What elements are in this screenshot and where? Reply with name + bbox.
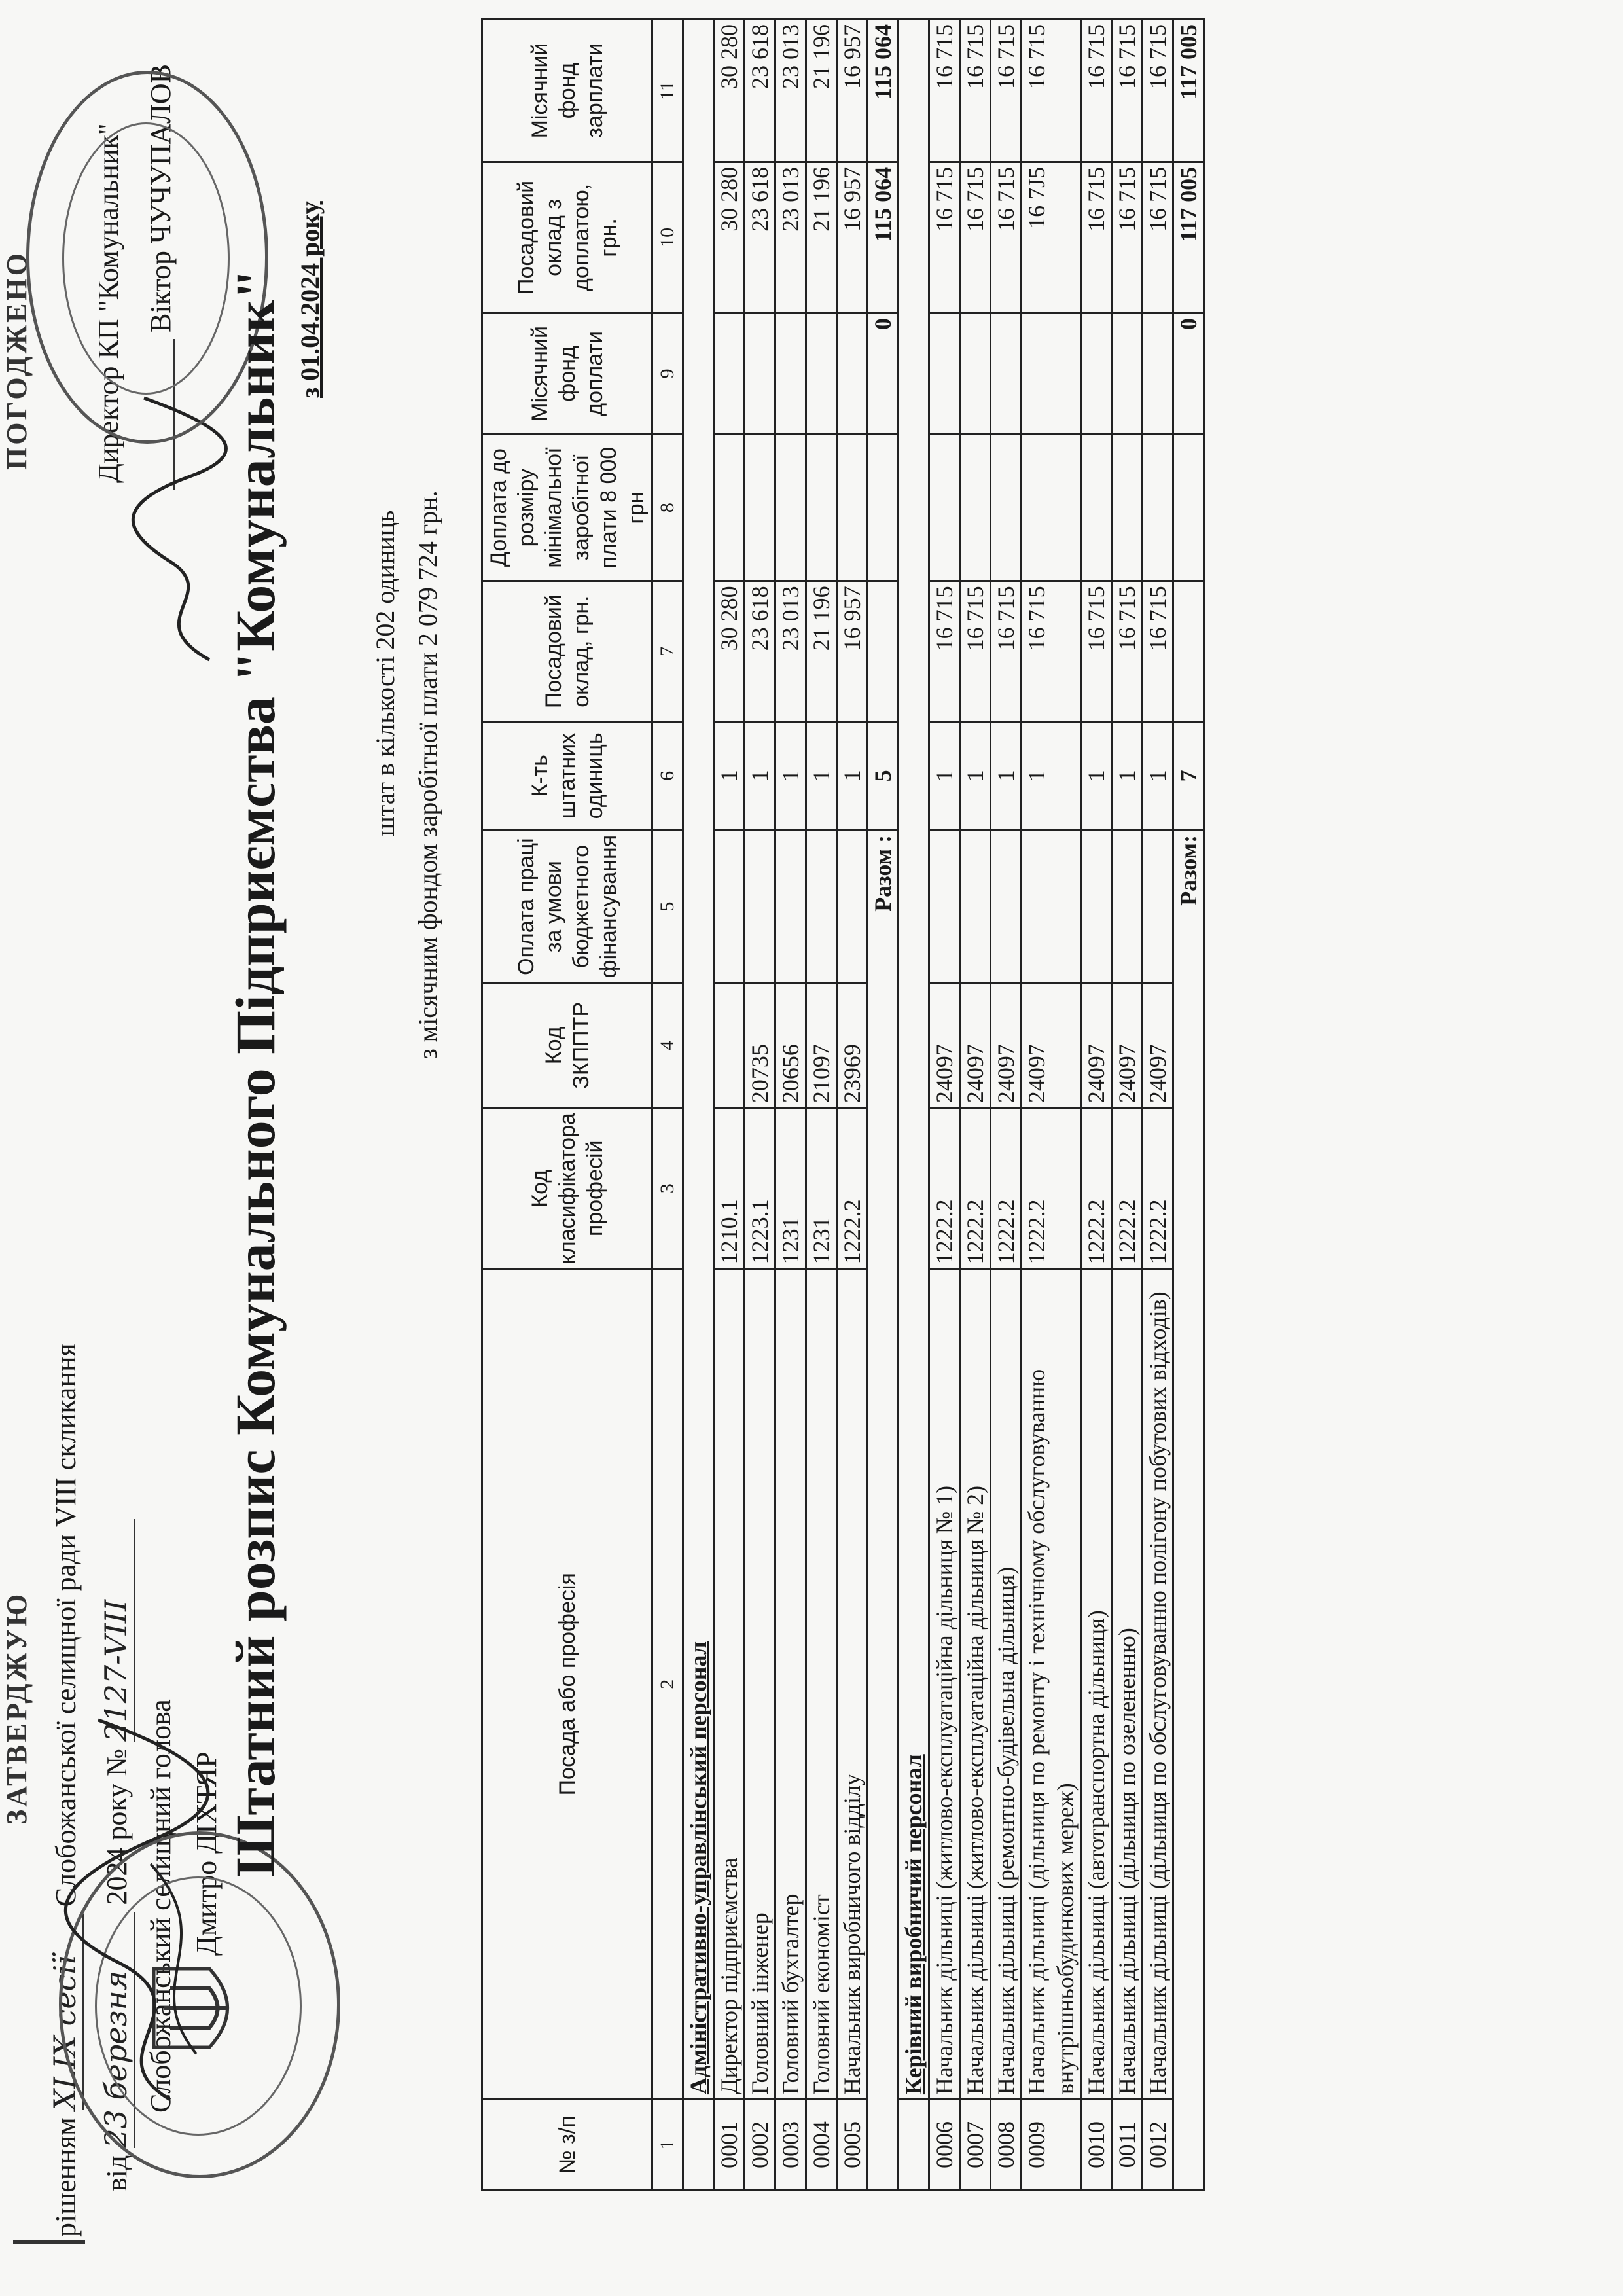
classifier-code: 1222.2 (1112, 1108, 1143, 1269)
budget-cell (960, 830, 991, 983)
classifier-code: 1222.2 (991, 1108, 1022, 1269)
salary: 23 013 (776, 581, 806, 722)
monthly-fund: 16 715 (991, 20, 1022, 162)
staff-units: 1 (745, 721, 776, 830)
salary: 16 957 (837, 581, 868, 722)
classifier-code: 1231 (776, 1108, 806, 1269)
total-empty (868, 581, 899, 722)
header-cell: Місячний фонд доплати (482, 313, 652, 434)
header-cell: Доплата до розміру мінімальної заробітної плати 8 000 грн (482, 434, 652, 581)
salary: 16 715 (960, 581, 991, 722)
min-wage-surcharge (1143, 434, 1173, 581)
surcharge-fund (714, 313, 745, 434)
zkpptr-code: 24097 (991, 983, 1022, 1108)
position-name: Начальник дільниці (ремонтно-будівельна дільниця) (991, 1269, 1022, 2100)
position-name: Начальник дільниці (дільниця по озелененню) (1112, 1269, 1143, 2100)
row-number: 0012 (1143, 2100, 1173, 2191)
classifier-code: 1222.2 (1081, 1108, 1112, 1269)
header-cell: Код ЗКППТР (482, 983, 652, 1108)
approval-heading: ЗАТВЕРДЖУЮ (1, 1591, 33, 1825)
section-title: Адміністративно-управлінський персонал (683, 20, 714, 2100)
director-title: Директор КП "Комунальник" (92, 123, 124, 483)
surcharge-fund (960, 313, 991, 434)
surcharge-fund (776, 313, 806, 434)
column-number: 4 (652, 983, 683, 1108)
zkpptr-code: 24097 (1081, 983, 1112, 1108)
column-number: 9 (652, 313, 683, 434)
surcharge-fund (1112, 313, 1143, 434)
budget-cell (1143, 830, 1173, 983)
budget-cell (745, 830, 776, 983)
column-number: 1 (652, 2100, 683, 2191)
row-number: 0009 (1022, 2100, 1081, 2191)
classifier-code: 1223.1 (745, 1108, 776, 1269)
total-empty (868, 434, 899, 581)
total-row (868, 20, 899, 2191)
section-header-row (683, 20, 714, 2191)
budget-cell (806, 830, 837, 983)
zkpptr-code: 24097 (1143, 983, 1173, 1108)
staff-count-line: штат в кількості 202 одиниць (370, 510, 400, 836)
table-row (714, 20, 745, 2191)
min-wage-surcharge (1081, 434, 1112, 581)
total-salary-with-surcharge: 115 064 (868, 162, 899, 313)
total-surcharge-fund: 0 (1173, 313, 1204, 434)
table-row (806, 20, 837, 2191)
approval-line-1: рішенням XLIX сесії Слобожанської селищної ради VIII скликання (47, 1343, 82, 2237)
zkpptr-code: 21097 (806, 983, 837, 1108)
classifier-code: 1222.2 (837, 1108, 868, 1269)
handwritten-session: XLIX сесії (47, 1914, 84, 2110)
salary-with-surcharge: 16 715 (1081, 162, 1112, 313)
monthly-fund: 23 618 (745, 20, 776, 162)
table-row (837, 20, 868, 2191)
salary-with-surcharge: 16 7J5 (1022, 162, 1081, 313)
header-cell: Місячний фонд зарплати (482, 20, 652, 162)
section-header-row (899, 20, 929, 2191)
row-number: 0008 (991, 2100, 1022, 2191)
handwritten-decision-number: 2127-VIII (98, 1519, 135, 1742)
min-wage-surcharge (837, 434, 868, 581)
table-row (745, 20, 776, 2191)
monthly-fund: 16 715 (1112, 20, 1143, 162)
salary-with-surcharge: 23 013 (776, 162, 806, 313)
column-number-row (652, 20, 683, 2191)
total-salary-with-surcharge: 117 005 (1173, 162, 1204, 313)
budget-cell (837, 830, 868, 983)
zkpptr-code (714, 983, 745, 1108)
header-cell: Посадовий оклад, грн. (482, 581, 652, 722)
row-number: 0001 (714, 2100, 745, 2191)
salary: 16 715 (929, 581, 960, 722)
classifier-code: 1222.2 (1143, 1108, 1173, 1269)
min-wage-surcharge (714, 434, 745, 581)
salary-with-surcharge: 16 715 (991, 162, 1022, 313)
monthly-fund: 16 715 (960, 20, 991, 162)
approval-line-3: Слобожанський селищний голова (145, 1699, 177, 2113)
monthly-fund: 30 280 (714, 20, 745, 162)
approval-line-2: від 23 березня 2024 року № 2127-VIII (98, 1519, 135, 2191)
budget-cell (929, 830, 960, 983)
header-cell: Посадовий оклад з доплатою, грн. (482, 162, 652, 313)
salary-with-surcharge: 16 715 (1143, 162, 1173, 313)
handwritten-date: 23 березня (98, 1912, 135, 2148)
salary: 16 715 (991, 581, 1022, 722)
row-number: 0003 (776, 2100, 806, 2191)
zkpptr-code: 23969 (837, 983, 868, 1108)
staff-units: 1 (960, 721, 991, 830)
total-empty (1173, 434, 1204, 581)
table-row (1112, 20, 1143, 2191)
salary-with-surcharge: 16 715 (960, 162, 991, 313)
staff-units: 1 (1143, 721, 1173, 830)
surcharge-fund (991, 313, 1022, 434)
header-cell: № з/п (482, 2100, 652, 2191)
salary-with-surcharge: 16 715 (929, 162, 960, 313)
total-monthly-fund: 115 064 (868, 20, 899, 162)
monthly-fund: 16 957 (837, 20, 868, 162)
position-name: Начальник дільниці (житлово-експлуатаційна дільниця № 2) (960, 1269, 991, 2100)
surcharge-fund (929, 313, 960, 434)
row-number: 0010 (1081, 2100, 1112, 2191)
total-label: Разом : (868, 830, 899, 2190)
column-number: 2 (652, 1269, 683, 2100)
document-title: Штатний розпис Комунального Підприємства "Комунальник" (224, 268, 287, 1877)
section-spacer (899, 2100, 929, 2191)
row-number: 0006 (929, 2100, 960, 2191)
staff-units: 1 (1081, 721, 1112, 830)
monthly-fund: 16 715 (929, 20, 960, 162)
budget-cell (1081, 830, 1112, 983)
table-row (960, 20, 991, 2191)
min-wage-surcharge (991, 434, 1022, 581)
position-name: Начальник дільниці (житлово-експлуатаційна дільниця № 1) (929, 1269, 960, 2100)
signature-left-icon (39, 1707, 236, 2113)
budget-cell (714, 830, 745, 983)
total-units: 5 (868, 721, 899, 830)
row-number: 0005 (837, 2100, 868, 2191)
table-row (991, 20, 1022, 2191)
total-row (1173, 20, 1204, 2191)
table-row (1143, 20, 1173, 2191)
staff-units: 1 (776, 721, 806, 830)
position-name: Начальник дільниці (дільниця по ремонту і технічному обслуговуванню внутрішньобудинкових мереж) (1022, 1269, 1081, 2100)
staff-units: 1 (806, 721, 837, 830)
row-number: 0002 (745, 2100, 776, 2191)
position-name: Начальник дільниці (автотранспортна дільниця) (1081, 1269, 1112, 2100)
staff-units: 1 (714, 721, 745, 830)
salary: 30 280 (714, 581, 745, 722)
edge-mark (13, 2240, 85, 2244)
salary: 16 715 (1022, 581, 1081, 722)
salary: 16 715 (1081, 581, 1112, 722)
staff-units: 1 (1022, 721, 1081, 830)
zkpptr-code: 20735 (745, 983, 776, 1108)
director-name: Віктор ЧУЧУПАЛОВ (145, 63, 177, 332)
row-number: 0004 (806, 2100, 837, 2191)
column-number: 10 (652, 162, 683, 313)
position-name: Головний бухгалтер (776, 1269, 806, 2100)
salary-with-surcharge: 21 196 (806, 162, 837, 313)
monthly-fund: 16 715 (1022, 20, 1081, 162)
position-name: Начальник дільниці (дільниця по обслуговуванню полігону побутових відходів) (1143, 1269, 1173, 2100)
zkpptr-code: 24097 (1022, 983, 1081, 1108)
wage-fund-line: з місячним фондом заробітної плати 2 079 724 грн. (413, 490, 442, 1059)
position-name: Директор підприємства (714, 1269, 745, 2100)
surcharge-fund (837, 313, 868, 434)
salary: 21 196 (806, 581, 837, 722)
monthly-fund: 16 715 (1143, 20, 1173, 162)
table-row (776, 20, 806, 2191)
monthly-fund: 21 196 (806, 20, 837, 162)
min-wage-surcharge (960, 434, 991, 581)
min-wage-surcharge (1112, 434, 1143, 581)
total-surcharge-fund: 0 (868, 313, 899, 434)
staff-table (481, 18, 1205, 2191)
total-empty (1173, 581, 1204, 722)
surcharge-fund (806, 313, 837, 434)
column-number: 3 (652, 1108, 683, 1269)
monthly-fund: 16 715 (1081, 20, 1112, 162)
column-number: 8 (652, 434, 683, 581)
header-cell: Оплата праці за умови бюджетного фінансування (482, 830, 652, 983)
budget-cell (1112, 830, 1143, 983)
zkpptr-code: 20656 (776, 983, 806, 1108)
monthly-fund: 23 013 (776, 20, 806, 162)
column-number: 7 (652, 581, 683, 722)
surcharge-fund (1022, 313, 1081, 434)
table-body (683, 20, 1204, 2191)
header-cell: К-ть штатних одиниць (482, 721, 652, 830)
staff-units: 1 (929, 721, 960, 830)
surcharge-fund (1081, 313, 1112, 434)
total-units: 7 (1173, 721, 1204, 830)
salary-with-surcharge: 16 957 (837, 162, 868, 313)
zkpptr-code: 24097 (1112, 983, 1143, 1108)
zkpptr-code: 24097 (960, 983, 991, 1108)
zkpptr-code: 24097 (929, 983, 960, 1108)
salary: 16 715 (1112, 581, 1143, 722)
salary-with-surcharge: 23 618 (745, 162, 776, 313)
header-cell: Посада або професія (482, 1269, 652, 2100)
table-row (1081, 20, 1112, 2191)
budget-cell (776, 830, 806, 983)
min-wage-surcharge (929, 434, 960, 581)
table-row (1022, 20, 1081, 2191)
director-heading: ПОГОДЖЕНО (1, 251, 33, 470)
position-name: Начальник виробничого відділу (837, 1269, 868, 2100)
column-number: 5 (652, 830, 683, 983)
surcharge-fund (745, 313, 776, 434)
row-number: 0011 (1112, 2100, 1143, 2191)
position-name: Головний економіст (806, 1269, 837, 2100)
total-monthly-fund: 117 005 (1173, 20, 1204, 162)
min-wage-surcharge (1022, 434, 1081, 581)
total-label: Разом: (1173, 830, 1204, 2190)
table-header-row (482, 20, 652, 2191)
salary: 23 618 (745, 581, 776, 722)
staff-units: 1 (1112, 721, 1143, 830)
position-name: Головний інженер (745, 1269, 776, 2100)
header-cell: Код класифікатора професій (482, 1108, 652, 1269)
min-wage-surcharge (776, 434, 806, 581)
table-row (929, 20, 960, 2191)
row-number: 0007 (960, 2100, 991, 2191)
min-wage-surcharge (745, 434, 776, 581)
column-number: 11 (652, 20, 683, 162)
classifier-code: 1231 (806, 1108, 837, 1269)
approval-line-4: Дмитро ДІХТЯР (190, 1751, 223, 1956)
min-wage-surcharge (806, 434, 837, 581)
document-date: з 01.04.2024 року (295, 201, 325, 398)
classifier-code: 1222.2 (929, 1108, 960, 1269)
salary: 16 715 (1143, 581, 1173, 722)
classifier-code: 1222.2 (960, 1108, 991, 1269)
section-spacer (683, 2100, 714, 2191)
classifier-code: 1210.1 (714, 1108, 745, 1269)
budget-cell (1022, 830, 1081, 983)
salary-with-surcharge: 30 280 (714, 162, 745, 313)
surcharge-fund (1143, 313, 1173, 434)
classifier-code: 1222.2 (1022, 1108, 1081, 1269)
staff-units: 1 (837, 721, 868, 830)
staff-units: 1 (991, 721, 1022, 830)
salary-with-surcharge: 16 715 (1112, 162, 1143, 313)
section-title: Керівний виробничий персонал (899, 20, 929, 2100)
budget-cell (991, 830, 1022, 983)
column-number: 6 (652, 721, 683, 830)
